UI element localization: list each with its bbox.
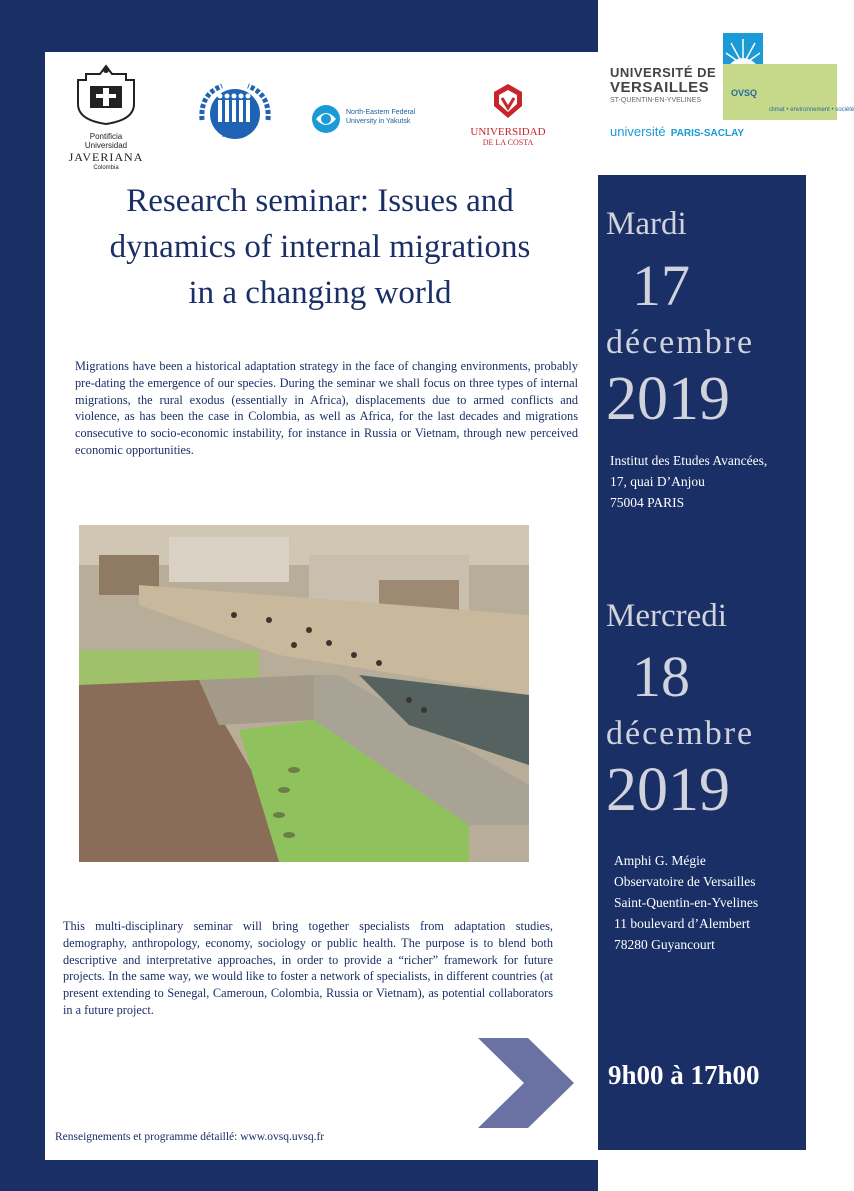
intro-paragraph: Migrations have been a historical adaptation strategy in the face of changing environments, probably pre-dating the emergence of our species. During the seminar we shall focus on three types of internal migrations, the rural exodus (essentially in Africa), displacements due to armed conflicts and violence, as has been the case in Colombia, as well as Africa, for the last decades and migrations consecutive to socio-economic instability, for instance in Russia or Vietnam, through new perceived economic opportunities. bbox=[75, 359, 578, 457]
day1-month: décembre bbox=[606, 324, 755, 361]
day1-year: 2019 bbox=[606, 365, 730, 433]
ovsq-name: OVSQ bbox=[731, 88, 758, 98]
day2-venue-line5: 78280 Guyancourt bbox=[614, 937, 715, 952]
day2-venue-line4: 11 boulevard d’Alembert bbox=[614, 916, 750, 931]
javeriana-line3: Colombia bbox=[93, 165, 119, 171]
javeriana-line1: Pontificia Universidad bbox=[84, 132, 128, 150]
day1-venue-line1: Institut des Etudes Avancées, bbox=[610, 453, 768, 468]
javeriana-line2: JAVERIANA bbox=[68, 150, 144, 164]
title-line-3: in a changing world bbox=[188, 275, 452, 311]
uvsq-line3: ST-QUENTIN-EN-YVELINES bbox=[610, 97, 702, 104]
description-paragraph: This multi-disciplinary seminar will bring together specialists from adaptation studies, demography, anthropology, economy, sociology or public health. The purpose is to blend both descriptive and interpretative approaches, in order to provide a “richer” framework for future projects. In the same way, we would like to foster a network of specialists, in different countries (at present extending to Senegal, Cameroun, Colombia, Russia or Vietnam), as potential collaborators in a future project. bbox=[63, 919, 553, 1017]
day1-day: 17 bbox=[632, 253, 690, 318]
contact-line: Renseignements et programme détaillé: www.ovsq.uvsq.fr bbox=[55, 1131, 325, 1143]
costa-shield-icon bbox=[468, 82, 548, 122]
chevron-right-icon bbox=[478, 1038, 574, 1132]
left-border bbox=[0, 0, 45, 1191]
dates-panel bbox=[598, 175, 806, 1150]
day2-year: 2019 bbox=[606, 756, 730, 824]
costa-line1: UNIVERSIDAD bbox=[470, 126, 546, 138]
title-line-1: Research seminar: Issues and bbox=[126, 183, 514, 219]
day1-venue-line2: 17, quai D’Anjou bbox=[610, 474, 705, 489]
saclay-logo bbox=[610, 121, 770, 139]
seminar-title bbox=[60, 178, 580, 316]
bottom-border bbox=[0, 1160, 598, 1191]
saclay-part2: PARIS-SACLAY bbox=[670, 128, 745, 139]
iford-logo bbox=[192, 80, 278, 148]
day2-weekday: Mercredi bbox=[606, 598, 727, 634]
javeriana-logo bbox=[68, 64, 144, 171]
day1-venue bbox=[610, 450, 767, 513]
nefu-globe-icon bbox=[310, 103, 342, 135]
day2-venue-line1: Amphi G. Mégie bbox=[614, 853, 706, 868]
day1-venue-line3: 75004 PARIS bbox=[610, 495, 685, 510]
nefu-line2: University in Yakutsk bbox=[346, 118, 411, 125]
costa-line2: DE LA COSTA bbox=[482, 138, 534, 147]
seminar-hours: 9h00 à 17h00 bbox=[608, 1060, 760, 1090]
javeriana-crest-icon bbox=[68, 64, 144, 126]
nefu-line1: North-Eastern Federal bbox=[346, 109, 416, 116]
iford-name: IFORD bbox=[222, 132, 244, 139]
day2-month: décembre bbox=[606, 715, 755, 752]
migration-photo bbox=[79, 525, 529, 862]
uvsq-logo bbox=[610, 66, 722, 110]
ovsq-logo bbox=[723, 64, 854, 120]
saclay-part1: université bbox=[610, 124, 666, 139]
uvsq-line1: UNIVERSITÉ DE bbox=[610, 65, 717, 80]
day2-day: 18 bbox=[632, 644, 690, 709]
uvsq-line2: VERSAILLES bbox=[610, 79, 710, 96]
costa-logo bbox=[468, 82, 548, 152]
day2-venue-line3: Saint-Quentin-en-Yvelines bbox=[614, 895, 759, 910]
ovsq-tagline: climat • environnement • société bbox=[769, 107, 854, 113]
top-border bbox=[0, 0, 598, 52]
nefu-logo bbox=[310, 101, 450, 137]
day2-venue-line2: Observatoire de Versailles bbox=[614, 874, 756, 889]
day2-venue bbox=[614, 850, 758, 955]
title-line-2: dynamics of internal migrations bbox=[109, 229, 531, 265]
day1-weekday: Mardi bbox=[606, 206, 687, 242]
